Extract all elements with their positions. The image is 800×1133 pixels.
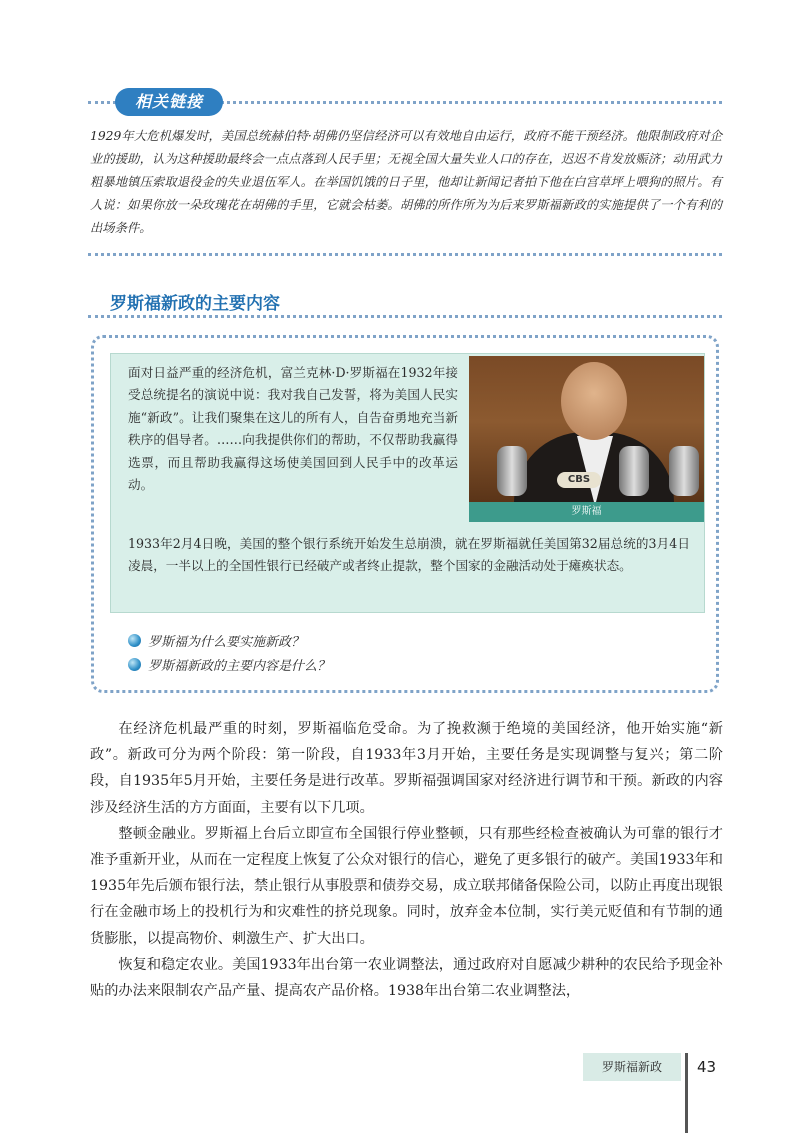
body-paragraph: 在经济危机最严重的时刻，罗斯福临危受命。为了挽救濒于绝境的美国经济，他开始实施“新政”。新政可分为两个阶段：第一阶段，自1933年3月开始，主要任务是实现调整与复兴；第二阶段，自1935年5月开始，主要任务是进行改革。罗斯福强调国家对经济进行调节和干预。新政的内容涉及经济生活的方方面面，主要有以下几项。 bbox=[90, 721, 723, 816]
event-text: 1933年2月4日晚，美国的整个银行系统开始发生总崩溃，就在罗斯福就任美国第32届总统的3月4日凌晨，一半以上的全国性银行已经破产或者终止提款，整个国家的金融活动处于瘫痪状态。 bbox=[128, 536, 690, 574]
microphone-icon bbox=[619, 446, 649, 496]
section-title: 罗斯福新政的主要内容 bbox=[110, 294, 280, 314]
related-link-text: 1929年大危机爆发时，美国总统赫伯特·胡佛仍坚信经济可以有效地自由运行，政府不能干预经济。他限制政府对企业的援助，认为这种援助最终会一点点落到人民手里；无视全国大量失业人口的存在，迟迟不肯发放赈济；动用武力粗暴地镇压索取退役金的失业退伍军人。在举国饥饿的日子里，他却让新闻记者拍下他在白宫草坪上喂狗的照片。有人说：如果你放一朵玫瑰花在胡佛的手里，它就会枯萎。胡佛的所作所为为后来罗斯福新政的实施提供了一个有利的出场条件。 bbox=[90, 129, 722, 235]
body-paragraph: 整顿金融业。罗斯福上台后立即宣布全国银行停业整顿，只有那些经检查被确认为可靠的银行才准予重新开业，从而在一定程度上恢复了公众对银行的信心，避免了更多银行的破产。美国1933年和1935年先后颁布银行法，禁止银行从事股票和债券交易，成立联邦储备保险公司，以防止再度出现银行在金融市场上的投机行为和灾难性的挤兑现象。同时，放弃金本位制，实行美元贬值和有节制的通货膨胀，以提高物价、刺激生产、扩大出口。 bbox=[90, 825, 723, 947]
chapter-label: 罗斯福新政 bbox=[583, 1053, 681, 1081]
question-2: 罗斯福新政的主要内容是什么？ bbox=[148, 659, 331, 674]
photo-figure-head bbox=[561, 362, 627, 440]
body-text bbox=[90, 716, 723, 1004]
divider-bottom bbox=[88, 253, 722, 256]
question-1: 罗斯福为什么要实施新政？ bbox=[148, 635, 305, 650]
photo-caption: 罗斯福 bbox=[469, 502, 704, 522]
microphone-icon bbox=[497, 446, 527, 496]
body-paragraph: 恢复和稳定农业。美国1933年出台第一农业调整法，通过政府对自愿减少耕种的农民给予现金补贴的办法来限制农产品产量、提高农产品价格。1938年出台第二农业调整法， bbox=[90, 956, 723, 1000]
question-bullet-icon bbox=[128, 634, 141, 647]
quote-text: 面对日益严重的经济危机，富兰克林·D·罗斯福在1932年接受总统提名的演说中说：我对我自己发誓，将为美国人民实施“新政”。让我们聚集在这儿的所有人，自告奋勇地充当新秩序的倡导者。……向我提供你们的帮助，不仅帮助我赢得选票，而且帮助我赢得这场使美国回到人民手中的改革运动。 bbox=[128, 365, 458, 493]
page-number: 43 bbox=[697, 1058, 717, 1076]
section-divider bbox=[88, 315, 722, 318]
question-bullet-icon bbox=[128, 658, 141, 671]
footer-rule bbox=[685, 1053, 688, 1133]
related-link-tag: 相关链接 bbox=[115, 88, 223, 116]
microphone-label: CBS bbox=[557, 472, 601, 488]
microphone-icon bbox=[669, 446, 699, 496]
roosevelt-photo bbox=[469, 356, 704, 502]
